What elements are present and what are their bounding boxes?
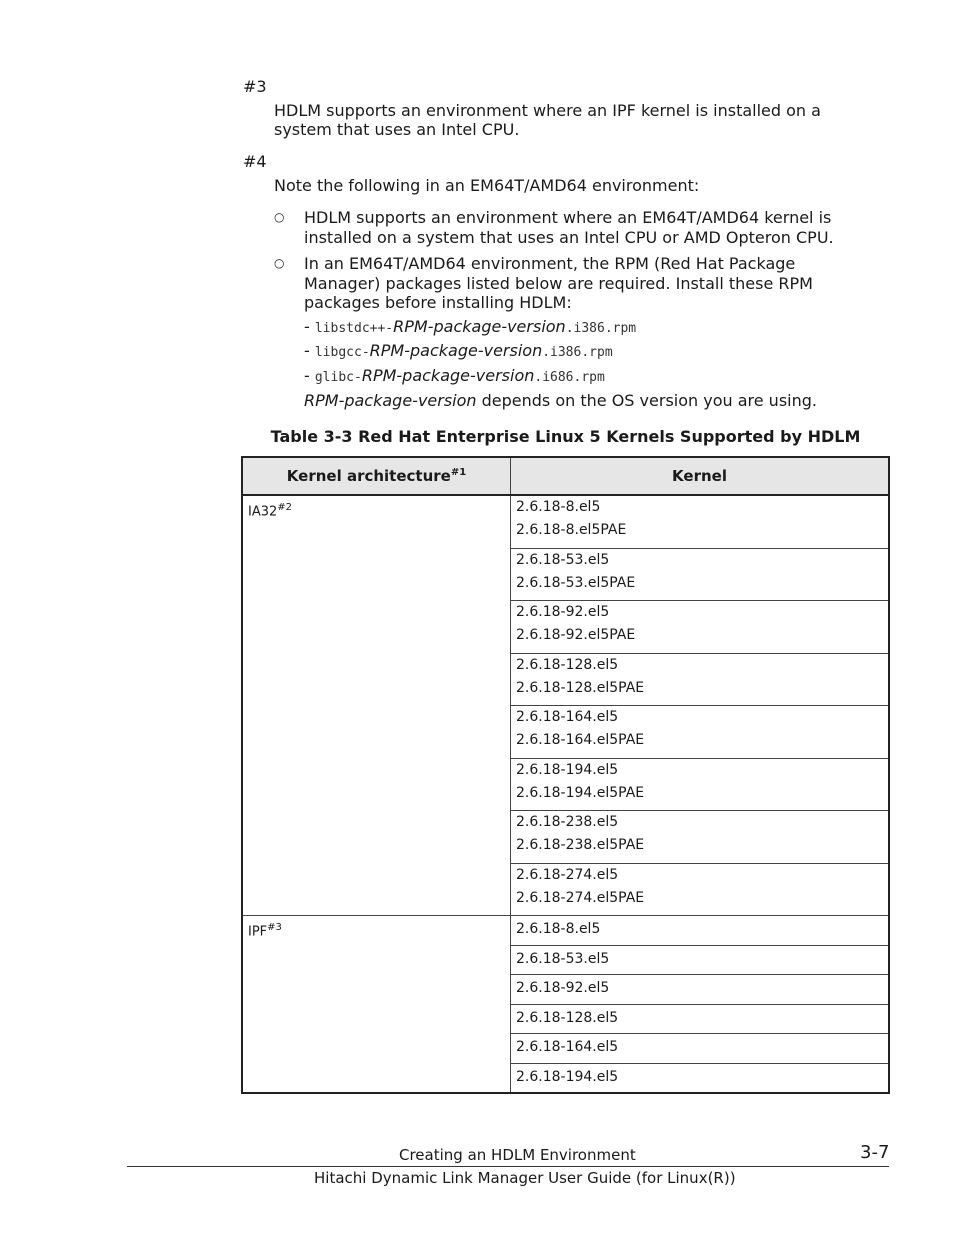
package-version-note: RPM-package-version depends on the OS version you are using.	[304, 391, 817, 410]
package-line-libgcc: - libgcc-RPM-package-version.i386.rpm	[304, 341, 613, 360]
kernel-cell: 2.6.18-53.el5	[511, 945, 890, 975]
package-line-libstdc: - libstdc++-RPM-package-version.i386.rpm	[304, 317, 637, 336]
kernel-cell: 2.6.18-92.el5 2.6.18-92.el5PAE	[511, 601, 890, 654]
page-number: 3-7	[860, 1142, 890, 1163]
table-row	[242, 916, 889, 946]
footer-section-title: Creating an HDLM Environment	[399, 1146, 636, 1164]
note-3-text: HDLM supports an environment where an IPF kernel is installed on a system that uses an Intel CPU.	[274, 101, 821, 139]
kernel-cell: 2.6.18-8.el5	[511, 916, 890, 946]
kernel-cell: 2.6.18-164.el5	[511, 1034, 890, 1064]
table-header-row	[242, 457, 889, 495]
kernel-cell: 2.6.18-53.el5 2.6.18-53.el5PAE	[511, 548, 890, 601]
col-header-kernel: Kernel	[511, 457, 890, 495]
bullet-1-marker: ○	[274, 210, 285, 224]
note-4-label: #4	[243, 152, 267, 171]
kernel-cell: 2.6.18-128.el5	[511, 1004, 890, 1034]
note-3-label: #3	[243, 77, 267, 96]
kernel-cell: 2.6.18-194.el5 2.6.18-194.el5PAE	[511, 758, 890, 811]
bullet-2-text: In an EM64T/AMD64 environment, the RPM (Red Hat Package Manager) packages listed below are required. Install these RPM packages before installing HDLM:	[304, 254, 813, 312]
bullet-2-marker: ○	[274, 256, 285, 270]
arch-cell-ipf: IPF$^{\#3}$	[242, 916, 511, 1094]
note-4-intro: Note the following in an EM64T/AMD64 environment:	[274, 176, 700, 195]
kernel-cell: 2.6.18-194.el5	[511, 1063, 890, 1093]
package-line-glibc: - glibc-RPM-package-version.i686.rpm	[304, 366, 605, 385]
kernel-cell: 2.6.18-92.el5	[511, 975, 890, 1005]
footer-guide-title: Hitachi Dynamic Link Manager User Guide (for Linux(R))	[314, 1169, 736, 1187]
table-row	[242, 495, 889, 548]
arch-cell-ia32: IA32$^{\#2}$	[242, 495, 511, 916]
kernel-cell: 2.6.18-238.el5 2.6.18-238.el5PAE	[511, 811, 890, 864]
bullet-1-text: HDLM supports an environment where an EM64T/AMD64 kernel is installed on a system that uses an Intel CPU or AMD Opteron CPU.	[304, 208, 834, 247]
col-header-architecture: Kernel architecture$^{\#1}$	[242, 457, 511, 495]
kernel-cell: 2.6.18-128.el5 2.6.18-128.el5PAE	[511, 653, 890, 706]
kernel-cell: 2.6.18-164.el5 2.6.18-164.el5PAE	[511, 706, 890, 759]
kernel-table	[241, 456, 890, 1094]
table-title: Table 3-3 Red Hat Enterprise Linux 5 Kernels Supported by HDLM	[270, 427, 861, 446]
kernel-cell: 2.6.18-274.el5 2.6.18-274.el5PAE	[511, 863, 890, 916]
kernel-cell: 2.6.18-8.el5 2.6.18-8.el5PAE	[511, 495, 890, 548]
footer-divider	[127, 1166, 889, 1167]
